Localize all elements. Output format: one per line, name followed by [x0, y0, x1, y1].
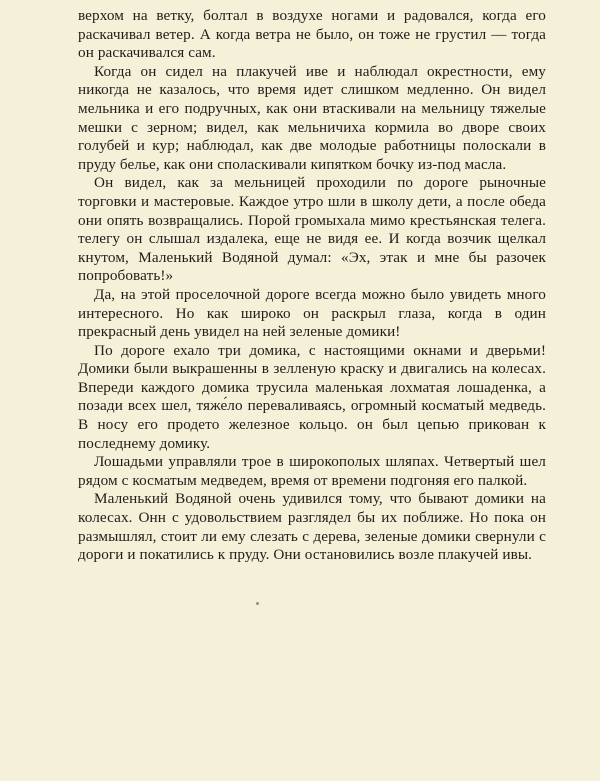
- paragraph-4: Да, на этой проселочной дороге всегда можно было увидеть много интересного. Но как широко он раскрыл глаза, когда в один прекрасный день увидел на ней зеленые домики!: [78, 285, 546, 341]
- paragraph-6: Лошадьми управляли трое в широкополых шляпах. Четвертый шел рядом с косматым медведем, время от времени подгоняя его палкой.: [78, 453, 546, 489]
- print-speck-mark: [256, 602, 259, 605]
- paragraph-7: Маленький Водяной очень удивился тому, что бывают домики на колесах. Онн с удовольствием разглядел бы их поближе. Но пока он размышлял, стоит ли ему слезать с дерева, зеленые домики свернули с дороги и покатились к пруду. Они остановились возле плакучей ивы.: [78, 490, 546, 564]
- paragraph-2: Когда он сидел на плакучей иве и наблюдал окрестности, ему никогда не казалось, что время идет слишком медленно. Он видел мельника и его подручных, как они втаскивали на мельницу тяжелые мешки с зерном; видел, как мельничиха кормила во дворе своих голубей и кур; наблюдал, как две молодые работницы полоскали в пруду белье, как они споласкивали кипятком бочку из-под масла.: [78, 62, 546, 173]
- paragraph-5: По дороге ехало три домика, с настоящими окнами и дверьми! Домики были выкрашенны в зелленую краску и двигались на колесах. Впереди каждого домика трусила маленькая лохматая лошаденка, а позади всех шел, тяже́ло переваливаясь, огромный косматый медведь. В носу его продето железное кольцо. он был цепью прикован к последнему домику.: [78, 341, 546, 452]
- paragraph-1: верхом на ветку, болтал в воздухе ногами и радовался, когда его раскачивал ветер. А когда ветра не было, он тоже не грустил — тогда он раскачивался сам.: [78, 7, 546, 62]
- paragraph-3: Он видел, как за мельницей проходили по дороге рыночные торговки и мастеровые. Каждое утро шли в школу дети, а после обеда они опять возвращались. Порой громыхала мимо крестьянская телега. телегу он слышал издалека, еще не видя ее. И когда возчик щелкал кнутом, Маленький Водяной думал: «Эх, этак и мне бы разочек попробовать!»: [78, 174, 546, 285]
- page-text: [78, 7, 546, 565]
